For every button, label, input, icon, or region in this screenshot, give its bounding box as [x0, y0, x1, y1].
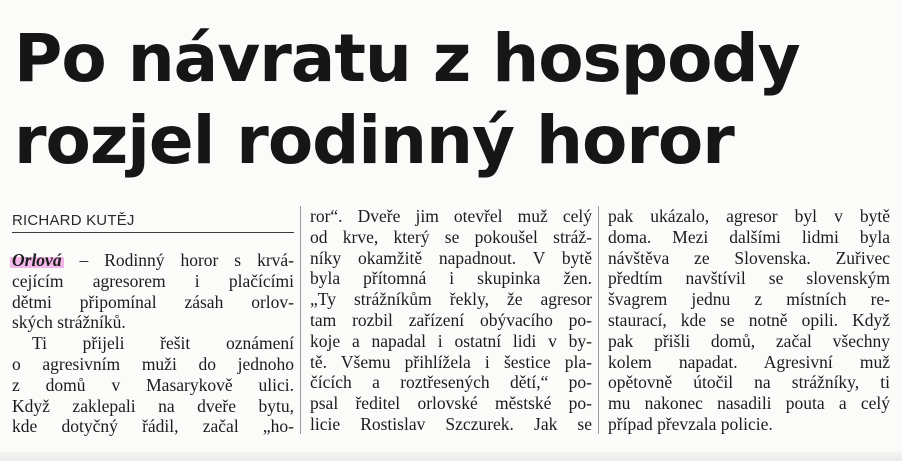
headline [14, 18, 894, 182]
text-line: cejícím agresorem i plačícími [12, 270, 294, 291]
text-line: švagrem jednu z místních re- [608, 289, 890, 310]
text-line: níky okamžitě napadnout. V bytě [310, 247, 592, 268]
text-line: z domů v Masarykově ulici. [12, 374, 294, 395]
article-column-1 [12, 250, 294, 437]
text-line: ských strážníků. [12, 312, 126, 333]
place-name: Orlová [12, 250, 62, 270]
text-line: ror“. Dveře jim otevřel muž celý [310, 206, 592, 226]
text-line: tam rozbil zařízení obývacího po- [310, 309, 592, 330]
text-line: staurací, kde se notně opili. Když [608, 309, 890, 330]
text-line: Když zaklepali na dveře bytu, [12, 395, 294, 416]
text-line: kde dotyčný řádil, začal „ho- [12, 416, 294, 437]
text-line: návštěva ze Slovenska. Zuřivec [608, 247, 890, 268]
byline-underline [12, 232, 294, 233]
text-line: „Ty strážníkům řekly, že agresor [310, 289, 592, 310]
text-line: pak ukázalo, agresor byl v bytě [608, 206, 890, 226]
article-column-2 [310, 206, 592, 435]
text-line: koje a napadal i ostatní lidi v by- [310, 330, 592, 351]
text-line: tě. Všemu přihlížela i šestice pla- [310, 351, 592, 372]
text-line: předtím navštívil se slovenským [608, 268, 890, 289]
text-line: o agresivním muži do jednoho [12, 353, 294, 374]
text-line: Ti přijeli řešit oznámení [32, 333, 294, 354]
text-line: opětovně útočil na strážníky, ti [608, 372, 890, 393]
text-line: Orlová – Rodinný horor s krvá- [12, 250, 294, 270]
text-line: doma. Mezi dalšími lidmi byla [608, 226, 890, 247]
text-line: pak přišli domů, začal všechny [608, 330, 890, 351]
byline: RICHARD KUTĚJ [12, 212, 135, 229]
text-line: dětmi připomínal zásah orlov- [12, 291, 294, 312]
text-line: licie Rostislav Szczurek. Jak se [310, 413, 592, 434]
text-line: byla přítomná i skupinka žen. [310, 268, 592, 289]
column-divider-1 [300, 206, 301, 434]
text-line: od krve, který se pokoušel stráž- [310, 226, 592, 247]
text-line: kolem napadat. Agresivní muž [608, 351, 890, 372]
text-line: čících a roztřesených dětí,“ po- [310, 372, 592, 393]
headline-line-1: Po návratu z hospody [14, 20, 800, 97]
text-line: případ převzala policie. [608, 413, 773, 434]
text-line: psal ředitel orlovské městské po- [310, 393, 592, 414]
column-divider-2 [598, 206, 599, 434]
text-line: mu nakonec nasadili pouta a celý [608, 393, 890, 414]
article-column-3 [608, 206, 890, 435]
headline-line-2: rozjel rodinný horor [14, 102, 734, 179]
clipping-bottom-edge [0, 452, 902, 461]
